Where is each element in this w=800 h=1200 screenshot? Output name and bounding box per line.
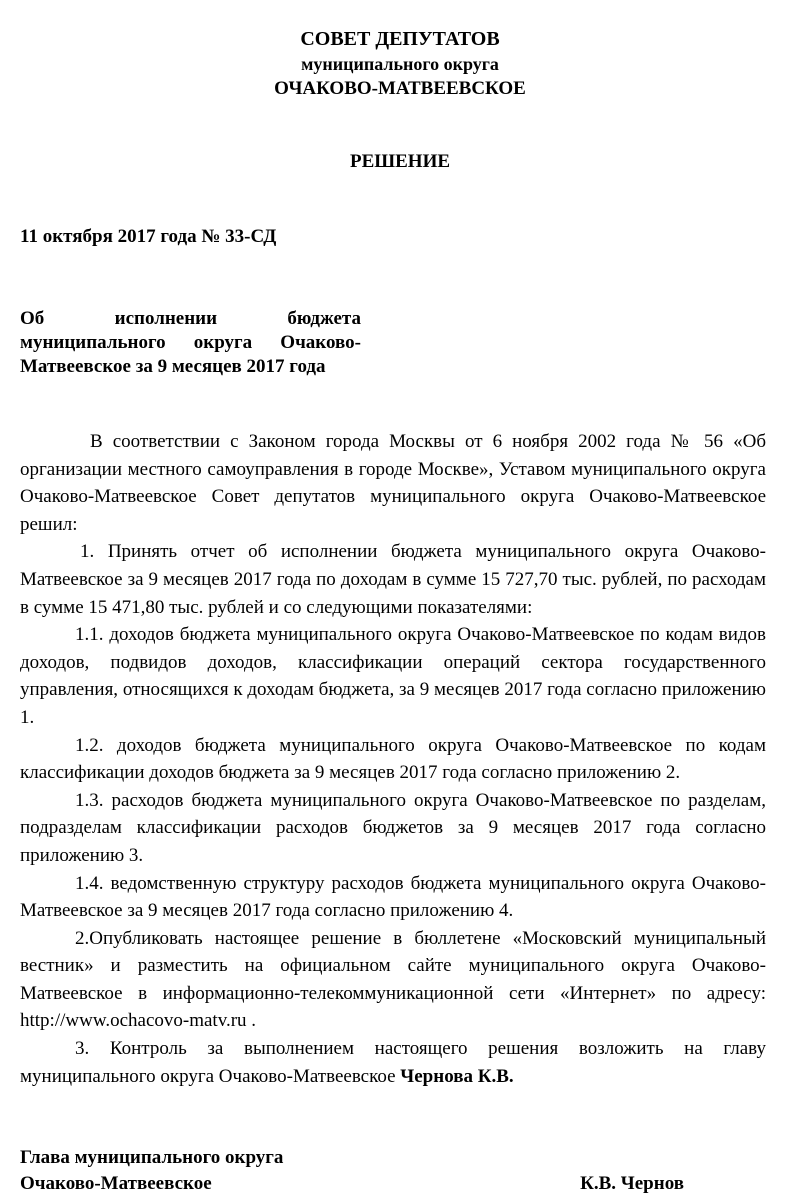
council-title: СОВЕТ ДЕПУТАТОВ	[300, 28, 500, 50]
preamble-paragraph: В соответствии с Законом города Москвы от 6 ноября 2002 года № 56 «Об организации местного самоуправления в городе Москве», Уставом муниципального округа Очаково-Матвеевское Совет депутатов муниципального округа Очаково-Матвеевское решил:	[20, 431, 766, 535]
district-name: ОЧАКОВО-МАТВЕЕВСКОЕ	[274, 78, 526, 99]
item-3-responsible-name: Чернова К.В.	[400, 1065, 514, 1087]
signer-name: К.В. Чернов	[580, 1173, 684, 1194]
item-2: 2.Опубликовать настоящее решение в бюллетене «Московский муниципальный вестник» и разместить на официальном сайте муниципального округа Очаково-Матвеевское в информационно-телекоммуникационной сети «Интернет» по адресу: http://www.ochacovo-matv.ru .	[20, 927, 766, 1032]
signer-title-line1: Глава муниципального округа	[20, 1147, 284, 1168]
decision-body	[20, 428, 766, 1090]
date-and-number: 11 октября 2017 года № 33-СД	[20, 226, 277, 247]
item-1-2: 1.2. доходов бюджета муниципального округа Очаково-Матвеевское по кодам классификации доходов бюджета за 9 месяцев 2017 года согласно приложению 2.	[20, 734, 766, 784]
decision-subject: Об исполнении бюджета муниципального округа Очаково-Матвеевское за 9 месяцев 2017 года	[20, 308, 361, 377]
signer-title-line2: Очаково-Матвеевское	[20, 1173, 212, 1194]
council-subtitle: муниципального округа	[301, 54, 499, 74]
item-3-text: 3. Контроль за выполнением настоящего решения возложить на главу муниципального округа Очаково-Матвеевское	[20, 1038, 766, 1087]
item-1: 1. Принять отчет об исполнении бюджета муниципального округа Очаково-Матвеевское за 9 месяцев 2017 года по доходам в сумме 15 727,70 тыс. рублей, по расходам в сумме 15 471,80 тыс. рублей и со следующими показателями:	[20, 541, 766, 618]
item-1-1: 1.1. доходов бюджета муниципального округа Очаково-Матвеевское по кодам видов доходов, подвидов доходов, классификации операций сектора государственного управления, относящихся к доходам бюджета, за 9 месяцев 2017 года согласно приложению 1.	[20, 624, 766, 728]
signer-row	[20, 1171, 780, 1197]
item-1-4: 1.4. ведомственную структуру расходов бюджета муниципального округа Очаково-Матвеевское за 9 месяцев 2017 года согласно приложению 4.	[20, 872, 766, 922]
item-1-3: 1.3. расходов бюджета муниципального округа Очаково-Матвеевское по разделам, подразделам классификации расходов бюджетов за 9 месяцев 2017 года согласно приложению 3.	[20, 789, 766, 866]
document-type: РЕШЕНИЕ	[349, 151, 451, 172]
item-3	[20, 1035, 766, 1090]
signature-block	[20, 1145, 780, 1197]
